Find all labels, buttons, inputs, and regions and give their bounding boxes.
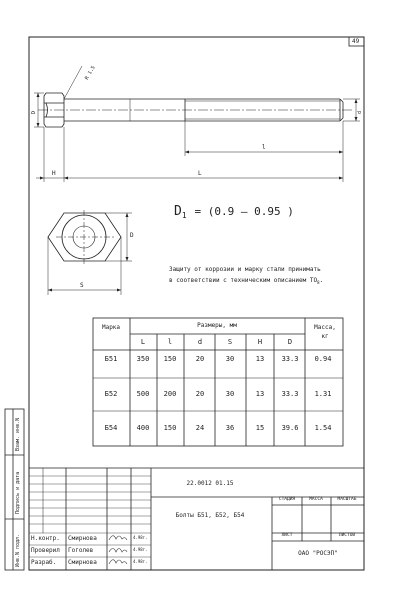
row-d: 24 (195, 424, 205, 432)
role-date: 4.98г. (133, 547, 148, 552)
hex-head-view (48, 210, 132, 295)
bolt-side-view (34, 66, 360, 182)
page-number: 49 (352, 38, 360, 45)
stage-label: СТАДИЯ (278, 497, 296, 502)
row-S: 30 (225, 390, 235, 398)
note-line-2: в соответствии с техническим описанием $ТО_8$. (169, 277, 324, 285)
formula-lhs: D (174, 204, 182, 219)
row-l: 150 (163, 355, 177, 363)
row-H: 13 (255, 390, 265, 398)
row-H: 13 (255, 355, 265, 363)
scale-label: МАСШТАБ (337, 497, 357, 502)
sheet-label: ЛИСТ (281, 533, 293, 538)
formula-subscript: 1 (181, 211, 187, 220)
length-label: L (198, 170, 202, 177)
col-header-D: D (287, 338, 293, 346)
row-mark: Б52 (104, 390, 118, 398)
row-L: 350 (136, 355, 150, 363)
side-stamp-inv-orig: Инв.N подл. (15, 533, 21, 567)
mass-label: МАССА (309, 497, 323, 502)
formula-rhs: = (0.9 – 0.95 ) (194, 205, 294, 218)
row-d: 20 (195, 390, 205, 398)
col-header-L: L (140, 338, 146, 346)
row-mass: 0.94 (314, 355, 332, 363)
row-l: 150 (163, 424, 177, 432)
thread-diameter-label: d (357, 110, 363, 114)
col-header-H: H (257, 338, 263, 346)
role-label: Разраб. (31, 559, 57, 566)
row-D: 33.3 (281, 355, 299, 363)
row-D: 33.3 (281, 390, 299, 398)
table-header-mass: Масса, кг (314, 324, 336, 340)
radius-label: R 1.5 (84, 64, 97, 81)
row-H: 15 (255, 424, 265, 432)
row-mass: 1.31 (314, 390, 332, 398)
row-l: 200 (163, 390, 177, 398)
role-name: Смирнова (68, 559, 97, 566)
role-date: 4.98г. (133, 559, 148, 564)
row-L: 500 (136, 390, 150, 398)
sheets-label: ЛИСТОВ (338, 533, 356, 538)
row-S: 30 (225, 355, 235, 363)
row-S: 36 (225, 424, 235, 432)
head-height-label: H (52, 170, 56, 177)
row-L: 400 (136, 424, 150, 432)
table-header-dims: Размеры, мм (197, 322, 237, 329)
role-label: Н.контр. (31, 535, 60, 542)
role-label: Проверил (31, 547, 60, 554)
table-grid (93, 318, 343, 446)
row-d: 20 (195, 355, 205, 363)
row-mark: Б51 (104, 355, 118, 363)
row-mark: Б54 (104, 424, 118, 432)
side-stamp-inv-sub: Взам. инв.N (15, 417, 21, 451)
doc-title: Болты Б51, Б52, Б54 (175, 512, 245, 519)
role-name: Смирнова (68, 535, 97, 542)
role-name: Гоголев (68, 547, 94, 554)
col-header-l: l (167, 338, 173, 346)
formula (174, 205, 294, 220)
side-stamp-sign-date: Подпись и дата (15, 471, 21, 514)
head-diameter-label: D (31, 110, 37, 114)
col-header-S: S (227, 338, 233, 346)
hex-s-label: S (80, 282, 84, 289)
note-line-1: Защиту от коррозии и марку стали принимать (169, 266, 321, 273)
thread-length-label: l (262, 144, 266, 151)
company-name: ОАО "РОСЭП" (298, 550, 338, 557)
signature-marks (109, 536, 127, 564)
dimension-arrows (37, 93, 358, 180)
row-D: 39.6 (281, 424, 299, 432)
row-mass: 1.54 (314, 424, 332, 432)
hex-d-label: D (130, 232, 134, 239)
doc-code: 22.0012 01.15 (186, 480, 234, 487)
col-header-d: d (197, 338, 203, 346)
table-header-mark: Марка (101, 324, 121, 331)
role-date: 4.98г. (133, 535, 148, 540)
